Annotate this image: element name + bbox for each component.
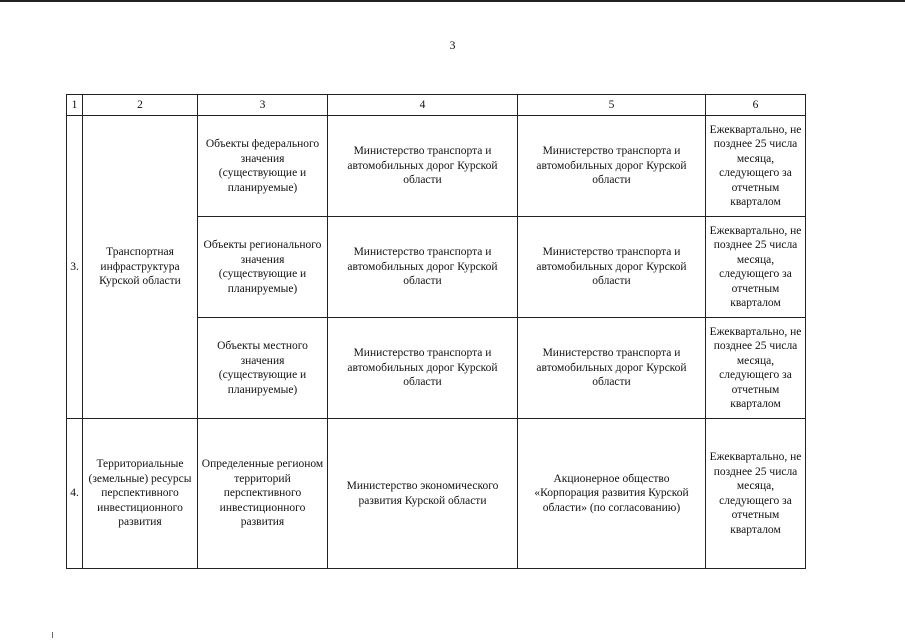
object-cell: Определенные регионом территорий перспективного инвестиционного развития <box>198 419 328 569</box>
table-header-row <box>67 95 806 116</box>
table-row <box>67 419 806 569</box>
header-cell-1: 1 <box>67 95 83 116</box>
provider-cell: Министерство транспорта и автомобильных дорог Курской области <box>518 116 706 217</box>
object-cell: Объекты местного значения (существующие и планируемые) <box>198 318 328 419</box>
responsible-cell: Министерство экономического развития Курской области <box>328 419 518 569</box>
responsible-cell: Министерство транспорта и автомобильных дорог Курской области <box>328 318 518 419</box>
provider-cell: Министерство транспорта и автомобильных дорог Курской области <box>518 217 706 318</box>
table-row <box>67 116 806 217</box>
header-cell-2: 2 <box>83 95 198 116</box>
header-cell-5: 5 <box>518 95 706 116</box>
responsible-cell: Министерство транспорта и автомобильных дорог Курской области <box>328 217 518 318</box>
section-number: 4. <box>67 419 83 569</box>
provider-cell: Министерство транспорта и автомобильных дорог Курской области <box>518 318 706 419</box>
object-cell: Объекты федерального значения (существующие и планируемые) <box>198 116 328 217</box>
provider-cell: Акционерное общество «Корпорация развития Курской области» (по согласованию) <box>518 419 706 569</box>
header-cell-6: 6 <box>706 95 806 116</box>
header-cell-3: 3 <box>198 95 328 116</box>
data-table <box>66 94 806 569</box>
scan-mark <box>52 632 53 638</box>
period-cell: Ежеквартально, не позднее 25 числа месяца, следующего за отчетным кварталом <box>706 116 806 217</box>
page-number: 3 <box>449 38 456 52</box>
page-top-edge <box>0 0 905 2</box>
period-cell: Ежеквартально, не позднее 25 числа месяца, следующего за отчетным кварталом <box>706 217 806 318</box>
section-name: Транспортная инфраструктура Курской области <box>83 116 198 419</box>
period-cell: Ежеквартально, не позднее 25 числа месяца, следующего за отчетным кварталом <box>706 318 806 419</box>
section-name: Территориальные (земельные) ресурсы перспективного инвестиционного развития <box>83 419 198 569</box>
section-number: 3. <box>67 116 83 419</box>
object-cell: Объекты регионального значения (существующие и планируемые) <box>198 217 328 318</box>
period-cell: Ежеквартально, не позднее 25 числа месяца, следующего за отчетным кварталом <box>706 419 806 569</box>
header-cell-4: 4 <box>328 95 518 116</box>
responsible-cell: Министерство транспорта и автомобильных дорог Курской области <box>328 116 518 217</box>
